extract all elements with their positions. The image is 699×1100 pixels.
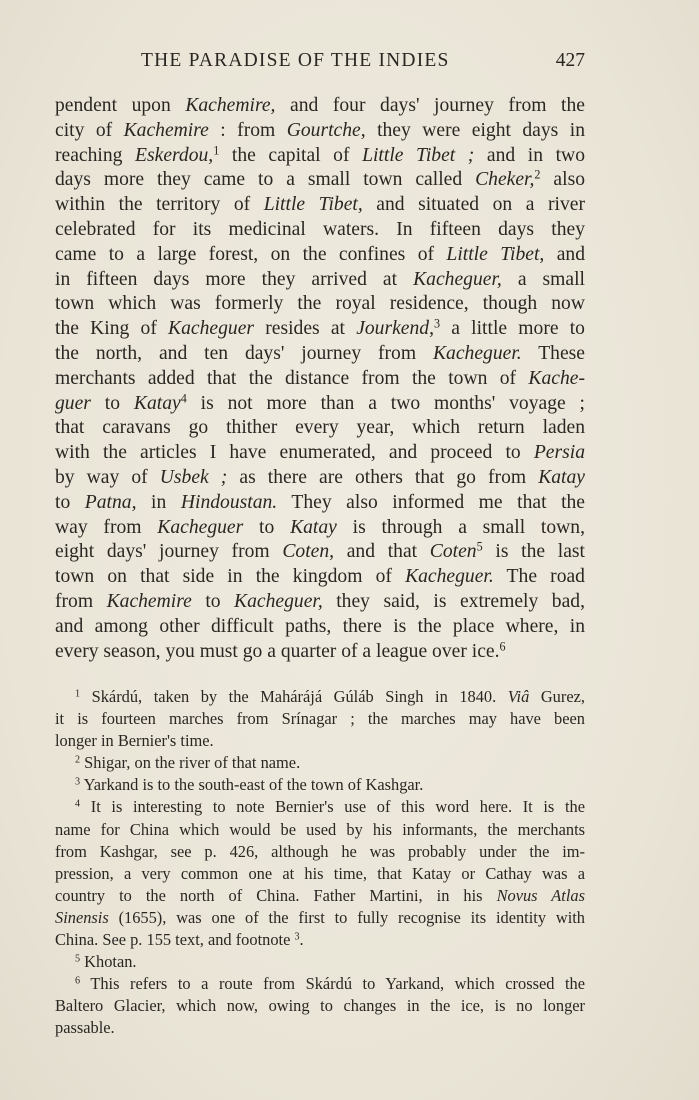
footnote-line bbox=[55, 863, 585, 885]
italic-text: Coten bbox=[429, 541, 477, 563]
italic-text: Cheker, bbox=[475, 169, 535, 191]
body-line bbox=[55, 516, 585, 541]
text-run: it is fourteen marches from Srínagar ; the marches may have been bbox=[55, 709, 585, 729]
text-run: every season, you must go a quarter of a league over ice. bbox=[55, 640, 500, 662]
footnote-marker: 3 bbox=[75, 776, 81, 788]
footnote-line bbox=[55, 907, 585, 929]
text-run: is the last bbox=[482, 541, 585, 563]
footnote-marker: 6 bbox=[499, 638, 506, 653]
text-run: pendent upon bbox=[55, 95, 186, 116]
body-line bbox=[55, 243, 585, 268]
text-run: Khotan. bbox=[80, 952, 137, 972]
footnote-line bbox=[55, 774, 585, 796]
italic-text: Katay bbox=[133, 392, 181, 414]
text-run: Baltero Glacier, which now, owing to changes in the ice, is no longer bbox=[55, 996, 585, 1016]
footnote-line bbox=[55, 686, 585, 708]
text-run: longer in Bernier's time. bbox=[55, 731, 214, 751]
text-run: and among other difficult paths, there is the place where, in bbox=[55, 615, 585, 637]
text-run: town which was formerly the royal residence, though now bbox=[55, 293, 585, 315]
text-run: from Kashgar, see p. 426, although he was probably under the im- bbox=[55, 841, 585, 861]
text-run: to bbox=[243, 516, 291, 538]
text-run: These bbox=[521, 342, 585, 364]
footnote-marker: 6 bbox=[75, 975, 81, 987]
body-line bbox=[55, 119, 585, 144]
text-run: pression, a very common one at his time, that Katay or Cathay was a bbox=[55, 863, 585, 883]
text-run: China. See p. 155 text, and footnote bbox=[55, 930, 295, 950]
body-line bbox=[55, 416, 585, 441]
text-run: to bbox=[55, 491, 85, 513]
text-run: Gurez, bbox=[529, 687, 585, 706]
text-run: from bbox=[55, 590, 107, 612]
italic-text: Kache- bbox=[528, 367, 585, 389]
text-run: a small bbox=[501, 268, 585, 290]
text-run: they said, is extremely bad, bbox=[322, 590, 585, 612]
footnote-line bbox=[55, 730, 585, 752]
italic-text: Kachemire, bbox=[185, 95, 276, 116]
text-run: and that bbox=[334, 541, 430, 563]
body-line bbox=[55, 590, 585, 615]
text-run: reaching bbox=[55, 144, 136, 166]
text-run: . bbox=[299, 930, 304, 950]
running-head bbox=[55, 48, 585, 74]
footnote-marker: 1 bbox=[75, 688, 81, 700]
text-run: Skárdú, taken by the Mahárájá Gúláb Singh in 1840. bbox=[80, 687, 508, 706]
footnote-marker: 4 bbox=[180, 390, 187, 405]
text-run: they were eight days in bbox=[365, 119, 585, 141]
text-run: is through a small town, bbox=[336, 516, 585, 538]
text-run: to bbox=[90, 392, 134, 414]
page-number: 427 bbox=[555, 50, 585, 71]
text-run: name for China which would be used by his informants, the merchants bbox=[55, 819, 585, 839]
body-line bbox=[55, 268, 585, 293]
text-run: the capital of bbox=[219, 144, 363, 166]
body-text bbox=[55, 94, 585, 664]
text-run: This refers to a route from Skárdú to Yarkand, which crossed the bbox=[80, 974, 585, 994]
text-run: days more they came to a small town called bbox=[55, 169, 476, 191]
text-run: a little more to bbox=[440, 318, 585, 340]
italic-text: Hindoustan. bbox=[180, 491, 278, 513]
footnote-line bbox=[55, 885, 585, 907]
body-line bbox=[55, 540, 585, 565]
text-run: Shigar, on the river of that name. bbox=[80, 753, 301, 773]
text-run: to bbox=[191, 590, 235, 612]
text-run: merchants added that the distance from the town of bbox=[55, 367, 529, 389]
italic-text: Katay bbox=[538, 466, 585, 488]
italic-text: Kacheguer bbox=[168, 318, 255, 340]
text-run: Yarkand is to the south-east of the town of Kashgar. bbox=[80, 775, 424, 795]
running-title: THE PARADISE OF THE INDIES bbox=[141, 50, 450, 71]
text-run: and four days' journey from the bbox=[275, 95, 585, 116]
footnote-marker: 3 bbox=[434, 316, 441, 331]
text-run: and in two bbox=[474, 144, 585, 166]
italic-text: Viâ bbox=[507, 687, 530, 706]
text-run: resides at bbox=[254, 318, 357, 340]
italic-text: Sinensis bbox=[55, 907, 109, 927]
text-run: by way of bbox=[55, 466, 160, 488]
italic-text: Coten, bbox=[282, 541, 335, 563]
italic-text: Kacheguer, bbox=[413, 268, 502, 290]
italic-text: Jourkend, bbox=[356, 318, 434, 340]
body-line bbox=[55, 317, 585, 342]
text-run: passable. bbox=[55, 1018, 115, 1038]
footnote-marker: 1 bbox=[213, 142, 220, 157]
footnote-line bbox=[55, 708, 585, 730]
body-line bbox=[55, 441, 585, 466]
footnote-line bbox=[55, 973, 585, 995]
text-run: The road bbox=[493, 566, 585, 588]
text-run: : from bbox=[208, 119, 287, 141]
body-line bbox=[55, 466, 585, 491]
italic-text: Little Tibet, bbox=[263, 194, 363, 216]
italic-text: Kachemire bbox=[123, 119, 209, 141]
footnote-line bbox=[55, 841, 585, 863]
italic-text: Kacheguer. bbox=[405, 566, 494, 588]
footnote-line bbox=[55, 796, 585, 818]
body-line bbox=[55, 565, 585, 590]
text-run: city of bbox=[55, 119, 124, 141]
footnote-marker: 2 bbox=[75, 754, 81, 766]
text-run: in fifteen days more they arrived at bbox=[55, 268, 414, 290]
italic-text: Little Tibet ; bbox=[362, 144, 475, 166]
italic-text: Persia bbox=[533, 442, 585, 464]
text-run: the King of bbox=[55, 318, 169, 340]
italic-text: Novus Atlas bbox=[496, 885, 585, 905]
body-line bbox=[55, 218, 585, 243]
italic-text: Patna, bbox=[84, 491, 137, 513]
text-run: the north, and ten days' journey from bbox=[55, 342, 433, 364]
footnote-marker: 5 bbox=[75, 953, 81, 965]
italic-text: Eskerdou, bbox=[135, 144, 214, 166]
body-line bbox=[55, 168, 585, 193]
footnote-line bbox=[55, 819, 585, 841]
footnote-line bbox=[55, 752, 585, 774]
text-run: is not more than a two months' voyage ; bbox=[186, 392, 585, 414]
body-line bbox=[55, 392, 585, 417]
text-run: celebrated for its medicinal waters. In fifteen days they bbox=[55, 218, 585, 240]
text-run: that caravans go thither every year, which return laden bbox=[55, 417, 585, 439]
body-line bbox=[55, 144, 585, 169]
text-run: as there are others that go from bbox=[227, 466, 539, 488]
italic-text: Kacheguer bbox=[157, 516, 244, 538]
body-line bbox=[55, 367, 585, 392]
body-line bbox=[55, 640, 585, 665]
text-run: way from bbox=[55, 516, 158, 538]
text-run: also bbox=[540, 169, 585, 191]
italic-text: Usbek ; bbox=[159, 466, 228, 488]
text-run: country to the north of China. Father Martini, in his bbox=[55, 885, 497, 905]
italic-text: Katay bbox=[290, 516, 337, 538]
footnote-marker: 2 bbox=[534, 167, 541, 182]
body-line bbox=[55, 491, 585, 516]
text-run: They also informed me that the bbox=[277, 491, 586, 513]
body-line bbox=[55, 292, 585, 317]
italic-text: Kachemire bbox=[106, 590, 192, 612]
text-run: came to a large forest, on the confines of bbox=[55, 243, 447, 265]
italic-text: Kacheguer. bbox=[432, 342, 522, 364]
footnote-marker: 4 bbox=[75, 798, 81, 810]
footnote-line bbox=[55, 1017, 585, 1039]
text-run: town on that side in the kingdom of bbox=[55, 566, 406, 588]
italic-text: Little Tibet, bbox=[446, 243, 545, 265]
text-run: eight days' journey from bbox=[55, 541, 283, 563]
text-run: and bbox=[544, 243, 585, 265]
italic-text: Kacheguer, bbox=[234, 590, 323, 612]
footnote-line bbox=[55, 995, 585, 1017]
text-run: in bbox=[136, 491, 181, 513]
footnote-line bbox=[55, 951, 585, 973]
text-run: (1655), was one of the first to fully recognise its identity with bbox=[108, 907, 585, 927]
body-line bbox=[55, 342, 585, 367]
body-line bbox=[55, 193, 585, 218]
text-run: with the articles I have enumerated, and proceed to bbox=[55, 442, 534, 464]
text-run: It is interesting to note Bernier's use of this word here. It is the bbox=[80, 797, 585, 817]
footnote-marker: 5 bbox=[476, 539, 483, 554]
body-line bbox=[55, 94, 585, 119]
footnotes bbox=[55, 686, 585, 1040]
footnote-line bbox=[55, 929, 585, 951]
body-line bbox=[55, 615, 585, 640]
text-run: and situated on a river bbox=[362, 194, 585, 216]
italic-text: guer bbox=[55, 392, 91, 414]
text-run: within the territory of bbox=[55, 194, 264, 216]
italic-text: Gourtche, bbox=[286, 119, 366, 141]
footnote-marker: 3 bbox=[294, 931, 300, 943]
